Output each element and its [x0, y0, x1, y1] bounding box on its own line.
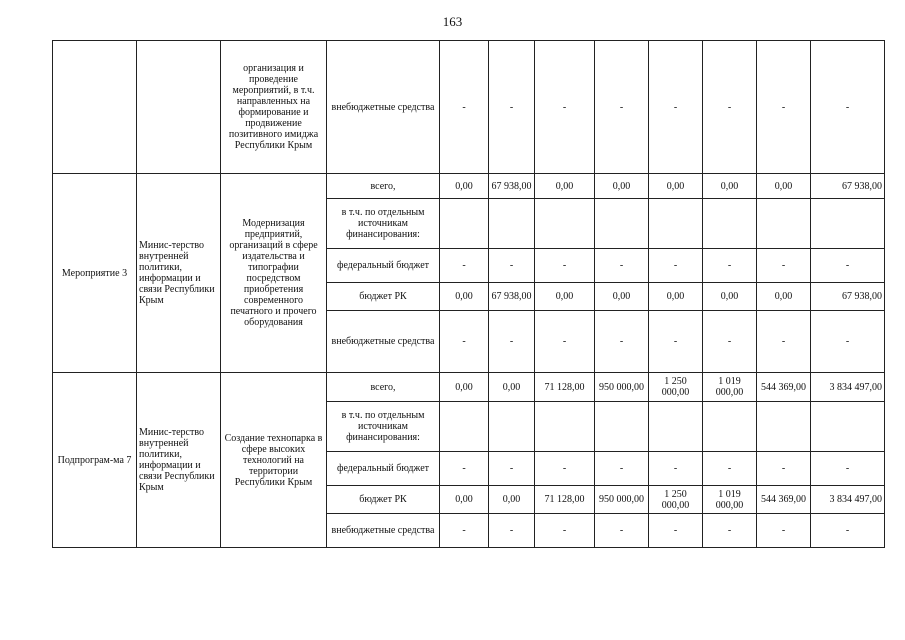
- value-cell: 0,00: [535, 174, 595, 199]
- value-cell: [535, 402, 595, 452]
- value-cell: [595, 402, 649, 452]
- value-cell: [595, 199, 649, 249]
- table-row: [53, 373, 885, 402]
- value-cell: 544 369,00: [757, 486, 811, 514]
- value-cell: -: [595, 41, 649, 174]
- value-cell: 0,00: [649, 283, 703, 311]
- value-cell: 0,00: [757, 283, 811, 311]
- value-cell: 0,00: [595, 283, 649, 311]
- value-cell: 1 019 000,00: [703, 486, 757, 514]
- value-cell: [440, 402, 489, 452]
- value-cell: 1 250 000,00: [649, 373, 703, 402]
- description-cell: организация и проведение мероприятий, в т.ч. направленных на формирование и продвижение позитивного имиджа Республики Крым: [221, 41, 327, 174]
- source-cell: бюджет РК: [327, 283, 440, 311]
- value-cell: 0,00: [489, 486, 535, 514]
- value-cell: [649, 199, 703, 249]
- source-cell: внебюджетные средства: [327, 41, 440, 174]
- value-cell: -: [757, 249, 811, 283]
- value-cell: -: [703, 41, 757, 174]
- value-cell: -: [757, 452, 811, 486]
- value-cell: 67 938,00: [811, 174, 885, 199]
- value-cell: -: [703, 249, 757, 283]
- value-cell: 544 369,00: [757, 373, 811, 402]
- description-cell: Создание технопарка в сфере высоких технологий на территории Республики Крым: [221, 373, 327, 548]
- value-cell: [811, 199, 885, 249]
- value-cell: -: [489, 249, 535, 283]
- value-cell: 950 000,00: [595, 373, 649, 402]
- value-cell: 0,00: [703, 174, 757, 199]
- value-cell: -: [757, 311, 811, 373]
- value-cell: [489, 402, 535, 452]
- value-cell: 3 834 497,00: [811, 373, 885, 402]
- value-cell: 0,00: [489, 373, 535, 402]
- value-cell: -: [440, 41, 489, 174]
- value-cell: -: [811, 452, 885, 486]
- value-cell: -: [703, 311, 757, 373]
- source-cell: в т.ч. по отдельным источникам финансирования:: [327, 402, 440, 452]
- value-cell: 67 938,00: [489, 174, 535, 199]
- page-number: 163: [442, 14, 463, 29]
- value-cell: -: [440, 452, 489, 486]
- source-cell: бюджет РК: [327, 486, 440, 514]
- value-cell: -: [535, 514, 595, 548]
- value-cell: 0,00: [440, 174, 489, 199]
- value-cell: 1 250 000,00: [649, 486, 703, 514]
- value-cell: 0,00: [440, 486, 489, 514]
- value-cell: -: [595, 249, 649, 283]
- value-cell: 67 938,00: [489, 283, 535, 311]
- value-cell: -: [757, 514, 811, 548]
- value-cell: -: [649, 41, 703, 174]
- value-cell: -: [811, 41, 885, 174]
- value-cell: 0,00: [535, 283, 595, 311]
- executor-cell: [137, 41, 221, 174]
- value-cell: -: [811, 311, 885, 373]
- value-cell: -: [649, 452, 703, 486]
- measure-name-cell: Подпрограм-ма 7: [53, 373, 137, 548]
- source-cell: внебюджетные средства: [327, 311, 440, 373]
- value-cell: 0,00: [703, 283, 757, 311]
- value-cell: -: [649, 249, 703, 283]
- value-cell: [757, 402, 811, 452]
- value-cell: -: [440, 311, 489, 373]
- source-cell: внебюджетные средства: [327, 514, 440, 548]
- value-cell: 0,00: [440, 373, 489, 402]
- value-cell: -: [595, 514, 649, 548]
- value-cell: -: [757, 41, 811, 174]
- value-cell: -: [649, 514, 703, 548]
- value-cell: -: [703, 452, 757, 486]
- value-cell: -: [489, 311, 535, 373]
- value-cell: -: [489, 514, 535, 548]
- source-cell: федеральный бюджет: [327, 452, 440, 486]
- value-cell: -: [811, 249, 885, 283]
- budget-table: [52, 40, 885, 548]
- value-cell: [649, 402, 703, 452]
- value-cell: -: [489, 452, 535, 486]
- value-cell: -: [489, 41, 535, 174]
- value-cell: -: [535, 452, 595, 486]
- source-cell: федеральный бюджет: [327, 249, 440, 283]
- table-row: [53, 174, 885, 199]
- executor-cell: Минис-терство внутренней политики, информации и связи Республики Крым: [137, 373, 221, 548]
- source-cell: в т.ч. по отдельным источникам финансирования:: [327, 199, 440, 249]
- value-cell: [757, 199, 811, 249]
- value-cell: 0,00: [757, 174, 811, 199]
- source-cell: всего,: [327, 174, 440, 199]
- value-cell: -: [535, 249, 595, 283]
- value-cell: -: [595, 311, 649, 373]
- value-cell: 71 128,00: [535, 486, 595, 514]
- executor-cell: Минис-терство внутренней политики, информации и связи Республики Крым: [137, 174, 221, 373]
- value-cell: 3 834 497,00: [811, 486, 885, 514]
- value-cell: -: [535, 311, 595, 373]
- value-cell: [440, 199, 489, 249]
- source-cell: всего,: [327, 373, 440, 402]
- name-cell: [53, 41, 137, 174]
- value-cell: -: [440, 249, 489, 283]
- value-cell: [811, 402, 885, 452]
- value-cell: 0,00: [649, 174, 703, 199]
- value-cell: -: [703, 514, 757, 548]
- value-cell: [489, 199, 535, 249]
- value-cell: -: [440, 514, 489, 548]
- value-cell: -: [811, 514, 885, 548]
- value-cell: [703, 199, 757, 249]
- value-cell: 0,00: [440, 283, 489, 311]
- value-cell: -: [649, 311, 703, 373]
- value-cell: -: [595, 452, 649, 486]
- value-cell: 67 938,00: [811, 283, 885, 311]
- value-cell: [703, 402, 757, 452]
- value-cell: 1 019 000,00: [703, 373, 757, 402]
- value-cell: -: [535, 41, 595, 174]
- value-cell: 71 128,00: [535, 373, 595, 402]
- value-cell: 0,00: [595, 174, 649, 199]
- measure-name-cell: Мероприятие 3: [53, 174, 137, 373]
- value-cell: [535, 199, 595, 249]
- table-row: [53, 41, 885, 174]
- value-cell: 950 000,00: [595, 486, 649, 514]
- description-cell: Модернизация предприятий, организаций в сфере издательства и типографии посредством приобретения современного печатного и прочего оборудования: [221, 174, 327, 373]
